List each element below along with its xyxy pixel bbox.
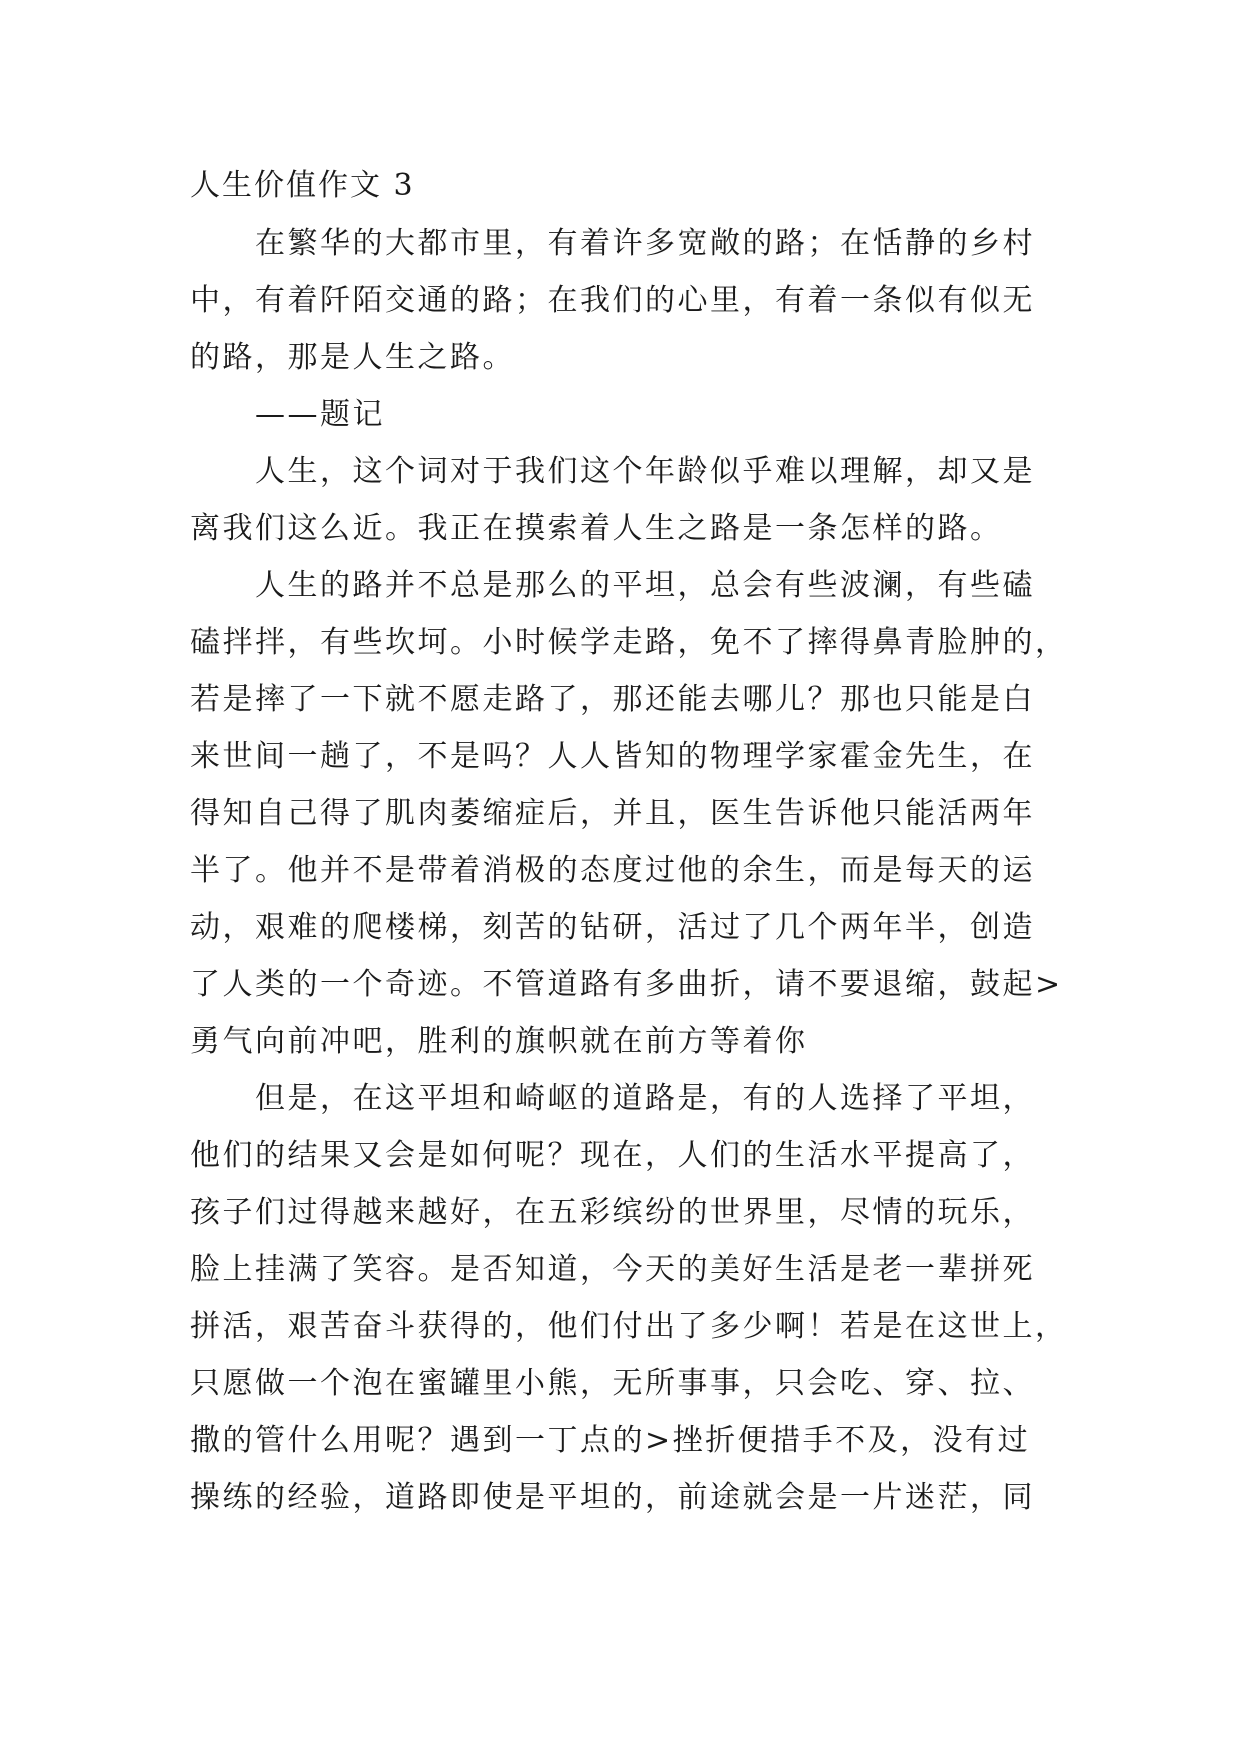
text-line: 半了。他并不是带着消极的态度过他的余生，而是每天的运: [190, 853, 1035, 888]
text-line: ——题记: [255, 397, 385, 432]
text-line: 磕拌拌，有些坎坷。小时候学走路，免不了摔得鼻青脸肿的，: [190, 625, 1068, 660]
text-line: 中，有着阡陌交通的路；在我们的心里，有着一条似有似无: [190, 283, 1035, 318]
document-title: 人生价值作文 3: [190, 168, 415, 203]
text-line: 撒的管什么用呢？遇到一丁点的>挫折便措手不及，没有过: [190, 1423, 1031, 1458]
text-line: 若是摔了一下就不愿走路了，那还能去哪儿？那也只能是白: [190, 682, 1035, 717]
text-line: 动，艰难的爬楼梯，刻苦的钻研，活过了几个两年半，创造: [190, 910, 1035, 945]
text-line: 离我们这么近。我正在摸索着人生之路是一条怎样的路。: [190, 511, 1003, 546]
text-line: 他们的结果又会是如何呢？现在，人们的生活水平提高了，: [190, 1138, 1035, 1173]
text-line: 只愿做一个泡在蜜罐里小熊，无所事事，只会吃、穿、拉、: [190, 1366, 1035, 1401]
text-line: 勇气向前冲吧，胜利的旗帜就在前方等着你: [190, 1024, 808, 1059]
text-line: 人生，这个词对于我们这个年龄似乎难以理解，却又是: [255, 454, 1035, 489]
text-line: 得知自己得了肌肉萎缩症后，并且，医生告诉他只能活两年: [190, 796, 1035, 831]
text-line: 拼活，艰苦奋斗获得的，他们付出了多少啊！若是在这世上，: [190, 1309, 1068, 1344]
text-line: 了人类的一个奇迹。不管道路有多曲折，请不要退缩，鼓起>: [190, 967, 1063, 1002]
text-line: 来世间一趟了，不是吗？人人皆知的物理学家霍金先生，在: [190, 739, 1035, 774]
text-line: 在繁华的大都市里，有着许多宽敞的路；在恬静的乡村: [255, 226, 1035, 261]
text-line: 但是，在这平坦和崎岖的道路是，有的人选择了平坦，: [255, 1081, 1035, 1116]
text-line: 的路，那是人生之路。: [190, 340, 515, 375]
text-line: 操练的经验，道路即使是平坦的，前途就会是一片迷茫，同: [190, 1480, 1035, 1515]
text-line: 脸上挂满了笑容。是否知道，今天的美好生活是老一辈拼死: [190, 1252, 1035, 1287]
text-line: 孩子们过得越来越好，在五彩缤纷的世界里，尽情的玩乐，: [190, 1195, 1035, 1230]
text-line: 人生的路并不总是那么的平坦，总会有些波澜，有些磕: [255, 568, 1035, 603]
